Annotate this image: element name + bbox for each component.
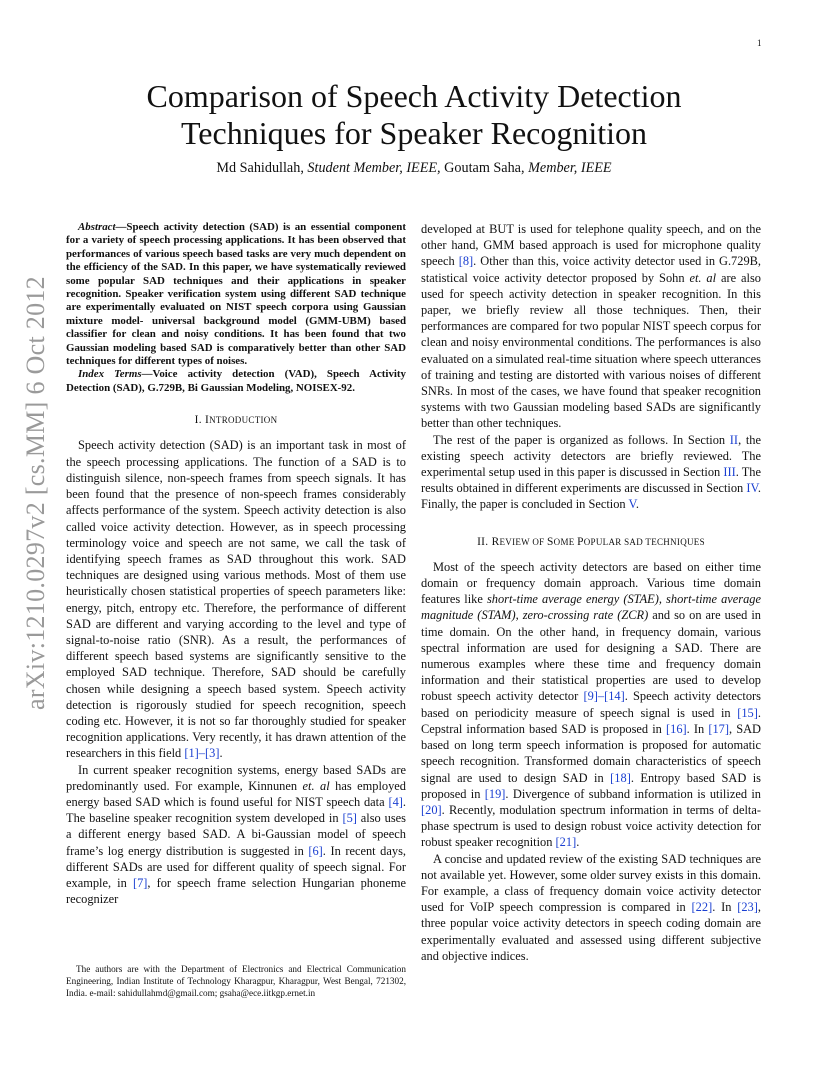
author-line — [60, 160, 768, 177]
index-terms-label: Index Terms — [78, 368, 142, 381]
p2-a: In current speaker recognition systems, energy based SADs are predominantly used. For example, Kinnunen — [66, 762, 406, 793]
section-link[interactable]: II — [729, 432, 739, 447]
page-number: 1 — [757, 38, 762, 48]
section-heading-review — [421, 534, 761, 550]
index-terms — [66, 368, 406, 395]
author-2-role: Member, IEEE — [528, 160, 612, 176]
section-link[interactable]: V — [628, 497, 636, 512]
citation-link[interactable]: [21] — [555, 835, 577, 850]
title-line-1: Comparison of Speech Activity Detection — [146, 78, 682, 114]
author-1-role: Student Member, IEEE, — [307, 160, 441, 176]
r3-e: . In — [686, 721, 709, 736]
r3-g: . Entropy based SAD is proposed in — [421, 770, 762, 801]
p2-e: . In recent days, different SADs are used for different quality of speech signal. For example, in — [66, 843, 406, 890]
sec2-d: OME — [553, 536, 578, 547]
r3-a: Most of the speech activity detectors are based on either time domain or frequency domain approach. Various time domain features like — [421, 559, 761, 607]
left-column — [66, 221, 406, 907]
p2-b: has employed energy based SAD which is found useful for NIST speech data — [66, 778, 406, 809]
citation-link[interactable]: [22] — [691, 900, 713, 915]
citation-link[interactable]: [5] — [342, 811, 357, 826]
r3-b: and so on are used in time domain. On the other hand, in frequency domain, various spectral information are used for designing a SAD. There are numerous examples where these time and frequency domain information and their statistical properties are used to develop robust speech activity detector — [421, 608, 761, 704]
citation-link[interactable]: [23] — [737, 900, 758, 915]
r1-a: developed at BUT is used for telephone quality speech, and on the other hand, GMM based approach is used for microphone quality speech — [421, 222, 761, 269]
right-paragraph-4 — [421, 851, 761, 964]
section-heading-introduction — [66, 412, 406, 428]
section-link[interactable]: III — [723, 465, 736, 480]
arxiv-stamp-text: arXiv:1210.0297v2 [cs.MM] 6 Oct 2012 — [21, 276, 50, 710]
sec2-a: II. R — [477, 535, 500, 548]
citation-link[interactable]: [8] — [458, 254, 474, 269]
author-2: Goutam Saha, — [444, 160, 525, 176]
citation-link[interactable]: [1]–[3] — [184, 746, 220, 761]
r2-a: The rest of the paper is organized as follows. In Section — [433, 432, 730, 447]
citation-link[interactable]: [19] — [484, 786, 506, 801]
citation-link[interactable]: [4] — [388, 794, 403, 809]
p2-d: also uses a different energy based SAD. A bi-Gaussian model of speech frame’s log energy distribution is suggested in — [66, 811, 406, 858]
r3-f: , SAD based on long term speech information is proposed for automatic speech recognition. Transformed domain characteristics of speech signal are used to design SAD in — [421, 721, 761, 785]
citation-link[interactable]: [15] — [737, 705, 758, 720]
r3-h: . Divergence of subband information is utilized in — [505, 786, 761, 801]
paper-title — [60, 78, 768, 152]
r2-c: . The results obtained in different experiments are discussed in Section — [421, 465, 761, 496]
r1-b: . Other than this, voice activity detector used in G.729B, statistical voice activity detector proposed by Sohn — [421, 254, 762, 285]
right-column — [421, 221, 761, 964]
right-paragraph-2 — [421, 432, 761, 513]
intro-paragraph-2 — [66, 762, 406, 908]
title-line-2: Techniques for Speaker Recognition — [180, 115, 648, 151]
r3-i: . Recently, modulation spectrum information in terms of delta-phase spectrum is used to design robust voice activity detection for robust speaker recognition — [421, 802, 761, 850]
citation-link[interactable]: [9]–[14] — [583, 689, 625, 704]
sec2-b: EVIEW OF — [499, 536, 548, 547]
abstract-label: Abstract — [78, 221, 116, 233]
r1-c: are also used for speech activity detection in speaker recognition. In this paper, we briefly review all those techniques. Then, their performances are compared for two popular NIST speech corpus for clean and noisy environmental conditions. The performances is also evaluated on a simulated real-time situation where speech utterances of training and testing are distorted with various noises of different SNRs. In most of the cases, we have found that speaker recognition systems with two Gaussian modeling based SADs are significantly better than other techniques. — [421, 270, 761, 431]
author-1: Md Sahidullah, — [216, 160, 304, 176]
r4-a: A concise and updated review of the existing SAD techniques are not available yet. However, some older survey exists in this domain. For example, a class of frequency domain voice activity detector used for VoIP speech compression is compared in — [421, 851, 761, 915]
r2-d: . Finally, the paper is concluded in Section — [421, 481, 761, 512]
sec2-c: S — [547, 535, 554, 548]
p2-c: . The baseline speaker recognition system developed in — [66, 794, 406, 826]
p2-f: , for speech frame selection Hungarian phoneme recognizer — [66, 875, 406, 907]
p1-text: Speech activity detection (SAD) is an important task in most of the speech processing applications. The function of a SAD is to distinguish silence, non-speech frames from speech signals. It has been found that the presence of non-speech frames considerably affects performance of the system. Speech activity detection is also called voice activity detection. However, as in speech processing terminology voice and speech are not same, we call the task of identifying speech frames as SAD throughout this work. SAD techniques are designed using various methods. Most of them use heuristically chosen statistical properties of speech parameters like: energy, pitch, entropy etc. Therefore, the performance of different SAD are different and varying according to the level and type of signal-to-noise ratio (SNR). As a result, the performances of different speech based systems are significantly sensitive to the employed SAD technique. Therefore, SAD should be carefully chosen while designing a speech based system. Speech activity detection is rigorously studied for speech recognition, speech coding etc. However, it is not so far thoroughly studied for speaker recognition applications. Very recently, it has drawn attention of the researchers in this field — [66, 438, 406, 761]
footnote — [66, 964, 406, 1000]
right-paragraph-1 — [421, 221, 761, 432]
abstract-text: —Speech activity detection (SAD) is an essential component for a variety of speech processing applications. It has been observed that performances of various speech based tasks are very much dependent on the efficiency of the SAD. In this paper, we have systematically reviewed some popular SAD techniques and their applications in speaker recognition. Speaker verification system using different SAD technique are experimentally evaluated on NIST speech corpora using Gaussian mixture model- universal background model (GMM-UBM) based classifier for clean and noisy conditions. It has been found that two Gaussian modeling based SAD is comparatively better than other SAD techniques for different types of noises. — [66, 221, 406, 368]
sec2-f: OPULAR SAD T — [583, 536, 652, 547]
intro-paragraph-1 — [66, 437, 406, 761]
p1-end: . — [219, 746, 223, 761]
r3-d: . Cepstral information based SAD is proposed in — [421, 705, 761, 736]
sec1-num: I. I — [194, 414, 210, 427]
index-terms-text: —Voice activity detection (VAD), Speech Activity Detection (SAD), G.729B, Bi Gaussian Modeling, NOISEX-92. — [66, 368, 406, 394]
citation-link[interactable]: [17] — [708, 721, 729, 736]
r3-c: . Speech activity detectors based on periodicity measure of speech signal is used in — [421, 689, 762, 720]
r4-b: . In — [712, 900, 738, 915]
right-paragraph-3 — [421, 559, 761, 851]
sec2-e: P — [577, 535, 584, 548]
citation-link[interactable]: [7] — [132, 875, 148, 890]
arxiv-side-stamp[interactable] — [20, 268, 52, 718]
r2-b: , the existing speech activity detectors are briefly reviewed. The experimental setup used in this paper is discussed in Section — [421, 432, 761, 480]
r2-e: . — [635, 497, 639, 512]
sec1-rest: NTRODUCTION — [209, 415, 278, 426]
section-link[interactable]: IV — [746, 481, 758, 496]
p2-etal: et. al — [302, 778, 330, 793]
citation-link[interactable]: [20] — [421, 802, 442, 817]
r4-c: , three popular voice activity detectors in speech coding domain are experimentally evaluated and assessed using different subjective and objective indices. — [421, 900, 761, 963]
sec2-g: ECHNIQUES — [651, 536, 705, 547]
citation-link[interactable]: [6] — [308, 843, 323, 858]
citation-link[interactable]: [18] — [610, 770, 631, 785]
citation-link[interactable]: [16] — [666, 721, 687, 736]
abstract — [66, 221, 406, 368]
r3-j: . — [576, 835, 580, 850]
footnote-text: The authors are with the Department of Electronics and Electrical Communication Engineering, Indian Institute of Technology Kharagpur, Kharagpur, West Bengal, 721302, India. e-mail: sahidullahmd@gmail.com; gsaha@ece.iitkgp.ernet.in — [66, 964, 406, 998]
r1-etal: et. al — [689, 270, 717, 285]
r3-italic: short-time average energy (STAE), short-time average magnitude (STAM), zero-crossing rate (ZCR) — [421, 592, 761, 623]
